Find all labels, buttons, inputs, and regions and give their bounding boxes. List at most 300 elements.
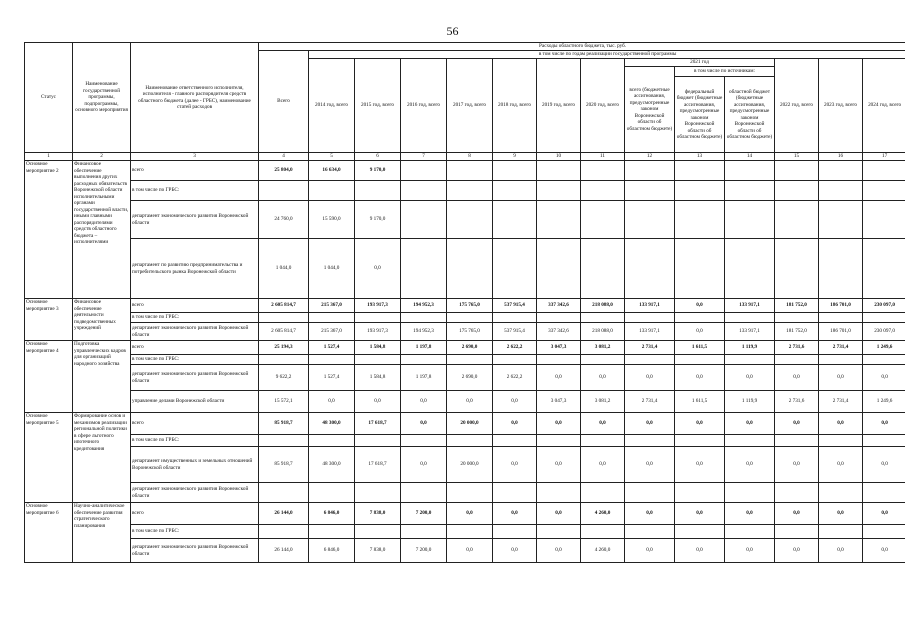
amount-cell [355, 525, 401, 539]
amount-cell: 537 915,4 [493, 299, 537, 313]
amount-cell [447, 161, 493, 181]
amount-cell [725, 181, 775, 201]
amount-cell [819, 435, 863, 447]
amount-cell: 0,0 [863, 447, 905, 483]
amount-cell: 133 917,1 [725, 323, 775, 341]
amount-cell: 1 611,5 [675, 391, 725, 413]
amount-cell: 186 701,0 [819, 299, 863, 313]
amount-cell: 2 622,2 [493, 341, 537, 355]
page-number: 56 [446, 24, 459, 38]
table-row [25, 539, 905, 563]
amount-cell [537, 435, 581, 447]
amount-cell [625, 181, 675, 201]
status-cell: Основное мероприятие 4 [25, 341, 73, 413]
amount-cell: 0,0 [537, 447, 581, 483]
column-number: 1 [25, 153, 73, 161]
amount-cell [355, 313, 401, 323]
expense-label-cell: всего [131, 161, 259, 181]
amount-cell [675, 355, 725, 365]
program-name-cell: Финансовое обеспечение выполнения других расходных обязательств Воронежской области исполнительными органами государственной власти, иными главными распорядителями средств областного бюджета – исполнителями [73, 161, 131, 299]
amount-cell: 215 367,0 [309, 299, 355, 313]
amount-cell [493, 201, 537, 239]
amount-cell [863, 313, 905, 323]
amount-cell: 7 200,0 [401, 539, 447, 563]
amount-cell [447, 435, 493, 447]
hdr-2017: 2017 год, всего [447, 59, 493, 153]
amount-cell [309, 483, 355, 503]
amount-cell: 0,0 [447, 503, 493, 525]
amount-cell [775, 161, 819, 181]
amount-cell [401, 435, 447, 447]
table-row [25, 413, 905, 435]
amount-cell: 1 119,9 [725, 341, 775, 355]
amount-cell [775, 201, 819, 239]
amount-cell [493, 161, 537, 181]
hdr-2021-incl: в том числе по источникам: [675, 67, 775, 77]
amount-cell [447, 201, 493, 239]
amount-cell [625, 201, 675, 239]
amount-cell [675, 435, 725, 447]
amount-cell [725, 435, 775, 447]
amount-cell: 20 000,0 [447, 447, 493, 483]
amount-cell: 9 170,0 [355, 201, 401, 239]
amount-cell: 0,0 [625, 539, 675, 563]
expense-label-cell: департамент экономического развития Воронежской области [131, 365, 259, 391]
table-row [25, 299, 905, 313]
amount-cell [401, 483, 447, 503]
expense-label-cell: в том числе по ГРБС: [131, 525, 259, 539]
amount-cell: 1 119,9 [725, 391, 775, 413]
amount-cell [581, 435, 625, 447]
amount-cell: 0,0 [309, 391, 355, 413]
amount-cell: 0,0 [581, 413, 625, 435]
amount-cell: 15 590,0 [309, 201, 355, 239]
program-name-cell: Подготовка управленческих кадров для организаций народного хозяйства [73, 341, 131, 413]
table-row [25, 483, 905, 503]
amount-cell [625, 525, 675, 539]
amount-cell: 85 918,7 [259, 447, 309, 483]
amount-cell: 0,0 [401, 391, 447, 413]
amount-cell: 0,0 [819, 503, 863, 525]
amount-cell [725, 355, 775, 365]
amount-cell [309, 355, 355, 365]
amount-cell: 0,0 [675, 413, 725, 435]
expense-label-cell: в том числе по ГРБС: [131, 181, 259, 201]
amount-cell [581, 201, 625, 239]
amount-cell [675, 181, 725, 201]
amount-cell: 25 804,0 [259, 161, 309, 181]
amount-cell: 0,0 [863, 413, 905, 435]
amount-cell: 3 081,2 [581, 391, 625, 413]
amount-cell [447, 313, 493, 323]
amount-cell [819, 313, 863, 323]
amount-cell [401, 525, 447, 539]
column-number: 14 [725, 153, 775, 161]
column-number: 17 [863, 153, 905, 161]
column-number: 5 [309, 153, 355, 161]
amount-cell [581, 355, 625, 365]
column-number: 2 [73, 153, 131, 161]
amount-cell: 0,0 [775, 447, 819, 483]
amount-cell: 175 765,0 [447, 323, 493, 341]
amount-cell: 1 197,8 [401, 341, 447, 355]
amount-cell: 7 200,0 [401, 503, 447, 525]
amount-cell: 4 260,0 [581, 539, 625, 563]
amount-cell: 3 047,3 [537, 341, 581, 355]
amount-cell [493, 483, 537, 503]
amount-cell [625, 313, 675, 323]
amount-cell [401, 355, 447, 365]
column-number: 16 [819, 153, 863, 161]
amount-cell [819, 525, 863, 539]
amount-cell [675, 483, 725, 503]
amount-cell: 0,0 [863, 539, 905, 563]
amount-cell [725, 483, 775, 503]
amount-cell: 193 917,3 [355, 299, 401, 313]
amount-cell: 186 701,0 [819, 323, 863, 341]
amount-cell [447, 355, 493, 365]
amount-cell: 230 097,0 [863, 323, 905, 341]
status-cell: Основное мероприятие 5 [25, 413, 73, 503]
amount-cell: 0,0 [675, 503, 725, 525]
budget-table [24, 42, 905, 563]
amount-cell: 2 731,4 [625, 341, 675, 355]
column-number: 6 [355, 153, 401, 161]
amount-cell: 1 044,0 [259, 239, 309, 299]
expense-label-cell: департамент по развитию предпринимательства и потребительского рынка Воронежской области [131, 239, 259, 299]
table-row [25, 201, 905, 239]
amount-cell: 0,0 [447, 539, 493, 563]
amount-cell: 17 618,7 [355, 413, 401, 435]
amount-cell [581, 181, 625, 201]
amount-cell: 537 915,4 [493, 323, 537, 341]
hdr-program-name: Наименование государственной программы, подпрограммы, основного мероприятия [73, 43, 131, 153]
amount-cell [309, 181, 355, 201]
amount-cell: 1 584,8 [355, 341, 401, 355]
amount-cell [537, 483, 581, 503]
amount-cell [675, 239, 725, 299]
amount-cell: 17 618,7 [355, 447, 401, 483]
amount-cell: 2 731,4 [819, 391, 863, 413]
amount-cell [675, 201, 725, 239]
amount-cell [537, 239, 581, 299]
amount-cell: 133 917,1 [625, 299, 675, 313]
amount-cell [581, 313, 625, 323]
expense-label-cell: в том числе по ГРБС: [131, 313, 259, 323]
program-name-cell: Формирование основ и механизмов реализации региональной политики в сфере льготного ипотечного кредитования [73, 413, 131, 503]
hdr-2021: 2021 год [625, 59, 775, 67]
hdr-2016: 2016 год, всего [401, 59, 447, 153]
amount-cell: 193 917,3 [355, 323, 401, 341]
amount-cell: 2 731,4 [625, 391, 675, 413]
table-row [25, 181, 905, 201]
amount-cell: 0,0 [775, 539, 819, 563]
expense-label-cell: всего [131, 341, 259, 355]
amount-cell: 0,0 [493, 391, 537, 413]
column-number: 15 [775, 153, 819, 161]
amount-cell: 1 527,4 [309, 365, 355, 391]
table-row [25, 239, 905, 299]
amount-cell [775, 355, 819, 365]
expense-label-cell: департамент экономического развития Воронежской области [131, 539, 259, 563]
amount-cell: 2 690,0 [447, 365, 493, 391]
amount-cell [863, 239, 905, 299]
amount-cell [493, 313, 537, 323]
amount-cell [355, 181, 401, 201]
hdr-status: Статус [25, 43, 73, 153]
amount-cell: 85 918,7 [259, 413, 309, 435]
amount-cell [863, 483, 905, 503]
amount-cell: 1 249,6 [863, 341, 905, 355]
amount-cell [581, 239, 625, 299]
table-row [25, 323, 905, 341]
column-number: 3 [131, 153, 259, 161]
amount-cell: 3 047,3 [537, 391, 581, 413]
amount-cell: 26 144,0 [259, 503, 309, 525]
amount-cell [725, 161, 775, 181]
table-body [25, 161, 905, 563]
amount-cell [493, 435, 537, 447]
amount-cell [625, 161, 675, 181]
amount-cell: 48 300,0 [309, 447, 355, 483]
amount-cell: 215 367,0 [309, 323, 355, 341]
amount-cell: 0,0 [537, 503, 581, 525]
column-number: 9 [493, 153, 537, 161]
amount-cell [863, 525, 905, 539]
amount-cell [625, 483, 675, 503]
amount-cell: 25 194,3 [259, 341, 309, 355]
amount-cell: 0,0 [725, 365, 775, 391]
amount-cell [581, 161, 625, 181]
amount-cell [819, 483, 863, 503]
amount-cell: 2 605 814,7 [259, 299, 309, 313]
hdr-total: Всего [259, 51, 309, 153]
amount-cell [259, 181, 309, 201]
amount-cell [863, 435, 905, 447]
amount-cell [725, 201, 775, 239]
amount-cell: 0,0 [581, 447, 625, 483]
amount-cell: 0,0 [493, 413, 537, 435]
hdr-2018: 2018 год, всего [493, 59, 537, 153]
amount-cell [259, 355, 309, 365]
amount-cell: 181 752,0 [775, 299, 819, 313]
column-number: 11 [581, 153, 625, 161]
amount-cell: 230 097,0 [863, 299, 905, 313]
amount-cell: 0,0 [863, 365, 905, 391]
amount-cell: 181 752,0 [775, 323, 819, 341]
amount-cell [401, 201, 447, 239]
amount-cell [863, 161, 905, 181]
amount-cell [625, 239, 675, 299]
amount-cell: 0,0 [819, 365, 863, 391]
amount-cell [819, 201, 863, 239]
amount-cell [401, 181, 447, 201]
expense-label-cell: департамент экономического развития Воронежской области [131, 323, 259, 341]
amount-cell [537, 161, 581, 181]
amount-cell: 9 170,0 [355, 161, 401, 181]
amount-cell: 0,0 [725, 447, 775, 483]
amount-cell [819, 239, 863, 299]
amount-cell: 337 342,6 [537, 323, 581, 341]
expense-label-cell: всего [131, 413, 259, 435]
amount-cell [725, 239, 775, 299]
column-number: 4 [259, 153, 309, 161]
amount-cell: 16 634,0 [309, 161, 355, 181]
hdr-2021-total: всего (бюджетные ассигнования, предусмотренные законом Воронежской области об областном бюджете) [625, 67, 675, 153]
amount-cell: 7 838,0 [355, 503, 401, 525]
amount-cell: 337 342,6 [537, 299, 581, 313]
amount-cell: 0,0 [819, 539, 863, 563]
status-cell: Основное мероприятие 3 [25, 299, 73, 341]
amount-cell [493, 355, 537, 365]
amount-cell [447, 483, 493, 503]
amount-cell [537, 201, 581, 239]
table-row [25, 391, 905, 413]
column-number: 10 [537, 153, 581, 161]
amount-cell: 0,0 [537, 365, 581, 391]
amount-cell [725, 525, 775, 539]
amount-cell: 0,0 [581, 365, 625, 391]
amount-cell [259, 435, 309, 447]
amount-cell [863, 181, 905, 201]
amount-cell: 26 144,0 [259, 539, 309, 563]
amount-cell [537, 525, 581, 539]
amount-cell [309, 313, 355, 323]
amount-cell: 133 917,1 [725, 299, 775, 313]
amount-cell [581, 525, 625, 539]
amount-cell: 194 952,3 [401, 323, 447, 341]
amount-cell [309, 525, 355, 539]
amount-cell: 1 197,8 [401, 365, 447, 391]
table-row [25, 341, 905, 355]
amount-cell [775, 239, 819, 299]
amount-cell [581, 483, 625, 503]
amount-cell [625, 355, 675, 365]
amount-cell: 0,0 [537, 413, 581, 435]
column-number: 13 [675, 153, 725, 161]
amount-cell [493, 239, 537, 299]
amount-cell: 0,0 [493, 503, 537, 525]
expense-label-cell: всего [131, 503, 259, 525]
amount-cell: 0,0 [675, 323, 725, 341]
amount-cell [775, 525, 819, 539]
amount-cell: 0,0 [493, 447, 537, 483]
amount-cell: 175 765,0 [447, 299, 493, 313]
expense-label-cell: в том числе по ГРБС: [131, 435, 259, 447]
amount-cell [775, 483, 819, 503]
status-cell: Основное мероприятие 6 [25, 503, 73, 563]
amount-cell [355, 355, 401, 365]
amount-cell [355, 435, 401, 447]
amount-cell: 0,0 [355, 391, 401, 413]
amount-cell [775, 313, 819, 323]
hdr-2023: 2023 год, всего [819, 59, 863, 153]
amount-cell: 0,0 [493, 539, 537, 563]
expense-label-cell: в том числе по ГРБС: [131, 355, 259, 365]
status-cell: Основное мероприятие 2 [25, 161, 73, 299]
hdr-2014: 2014 год, всего [309, 59, 355, 153]
amount-cell: 0,0 [625, 503, 675, 525]
amount-cell [775, 181, 819, 201]
amount-cell: 0,0 [775, 365, 819, 391]
amount-cell [675, 525, 725, 539]
table-row [25, 355, 905, 365]
column-number: 7 [401, 153, 447, 161]
amount-cell: 0,0 [675, 365, 725, 391]
expense-label-cell: департамент экономического развития Воронежской области [131, 483, 259, 503]
table-row [25, 161, 905, 181]
table-row [25, 313, 905, 323]
table-row [25, 365, 905, 391]
amount-cell: 0,0 [447, 391, 493, 413]
amount-cell: 133 917,1 [625, 323, 675, 341]
amount-cell [401, 239, 447, 299]
amount-cell [863, 355, 905, 365]
amount-cell [259, 483, 309, 503]
amount-cell: 20 000,0 [447, 413, 493, 435]
amount-cell: 0,0 [725, 503, 775, 525]
amount-cell [537, 355, 581, 365]
amount-cell: 0,0 [537, 539, 581, 563]
amount-cell: 0,0 [625, 447, 675, 483]
amount-cell: 2 690,0 [447, 341, 493, 355]
amount-cell: 0,0 [675, 447, 725, 483]
amount-cell: 2 731,4 [819, 341, 863, 355]
program-name-cell: Научно-аналитическое обеспечение развития стратегического планирования [73, 503, 131, 563]
amount-cell: 0,0 [819, 413, 863, 435]
amount-cell [401, 161, 447, 181]
expense-label-cell: управление делами Воронежской области [131, 391, 259, 413]
amount-cell [537, 313, 581, 323]
hdr-2021-regional: областной бюджет (бюджетные ассигнования, предусмотренные законом Воронежской области об областном бюджете) [725, 77, 775, 153]
amount-cell: 15 572,1 [259, 391, 309, 413]
amount-cell: 0,0 [675, 299, 725, 313]
amount-cell: 24 760,0 [259, 201, 309, 239]
hdr-2015: 2015 год, всего [355, 59, 401, 153]
amount-cell [401, 313, 447, 323]
amount-cell: 0,0 [625, 365, 675, 391]
table-row [25, 435, 905, 447]
column-number: 8 [447, 153, 493, 161]
amount-cell [447, 525, 493, 539]
amount-cell: 3 081,2 [581, 341, 625, 355]
amount-cell [863, 201, 905, 239]
program-name-cell: Финансовое обеспечение деятельности подведомственных учреждений [73, 299, 131, 341]
amount-cell [625, 435, 675, 447]
amount-cell [675, 313, 725, 323]
expense-label-cell: департамент имущественных и земельных отношений Воронежской области [131, 447, 259, 483]
amount-cell: 6 846,0 [309, 539, 355, 563]
amount-cell: 48 300,0 [309, 413, 355, 435]
amount-cell: 1 584,8 [355, 365, 401, 391]
amount-cell [259, 313, 309, 323]
hdr-2021-federal: федеральный бюджет (бюджетные ассигнования, предусмотренные законом Воронежской области об областном бюджете) [675, 77, 725, 153]
amount-cell: 1 044,0 [309, 239, 355, 299]
amount-cell: 0,0 [775, 503, 819, 525]
amount-cell: 0,0 [819, 447, 863, 483]
amount-cell: 0,0 [625, 413, 675, 435]
amount-cell: 0,0 [401, 447, 447, 483]
expense-label-cell: всего [131, 299, 259, 313]
amount-cell: 9 622,2 [259, 365, 309, 391]
amount-cell [537, 181, 581, 201]
amount-cell: 2 622,2 [493, 365, 537, 391]
table-row [25, 503, 905, 525]
amount-cell [775, 435, 819, 447]
hdr-2024: 2024 год, всего [863, 59, 905, 153]
column-number: 12 [625, 153, 675, 161]
expense-label-cell: департамент экономического развития Воронежской области [131, 201, 259, 239]
